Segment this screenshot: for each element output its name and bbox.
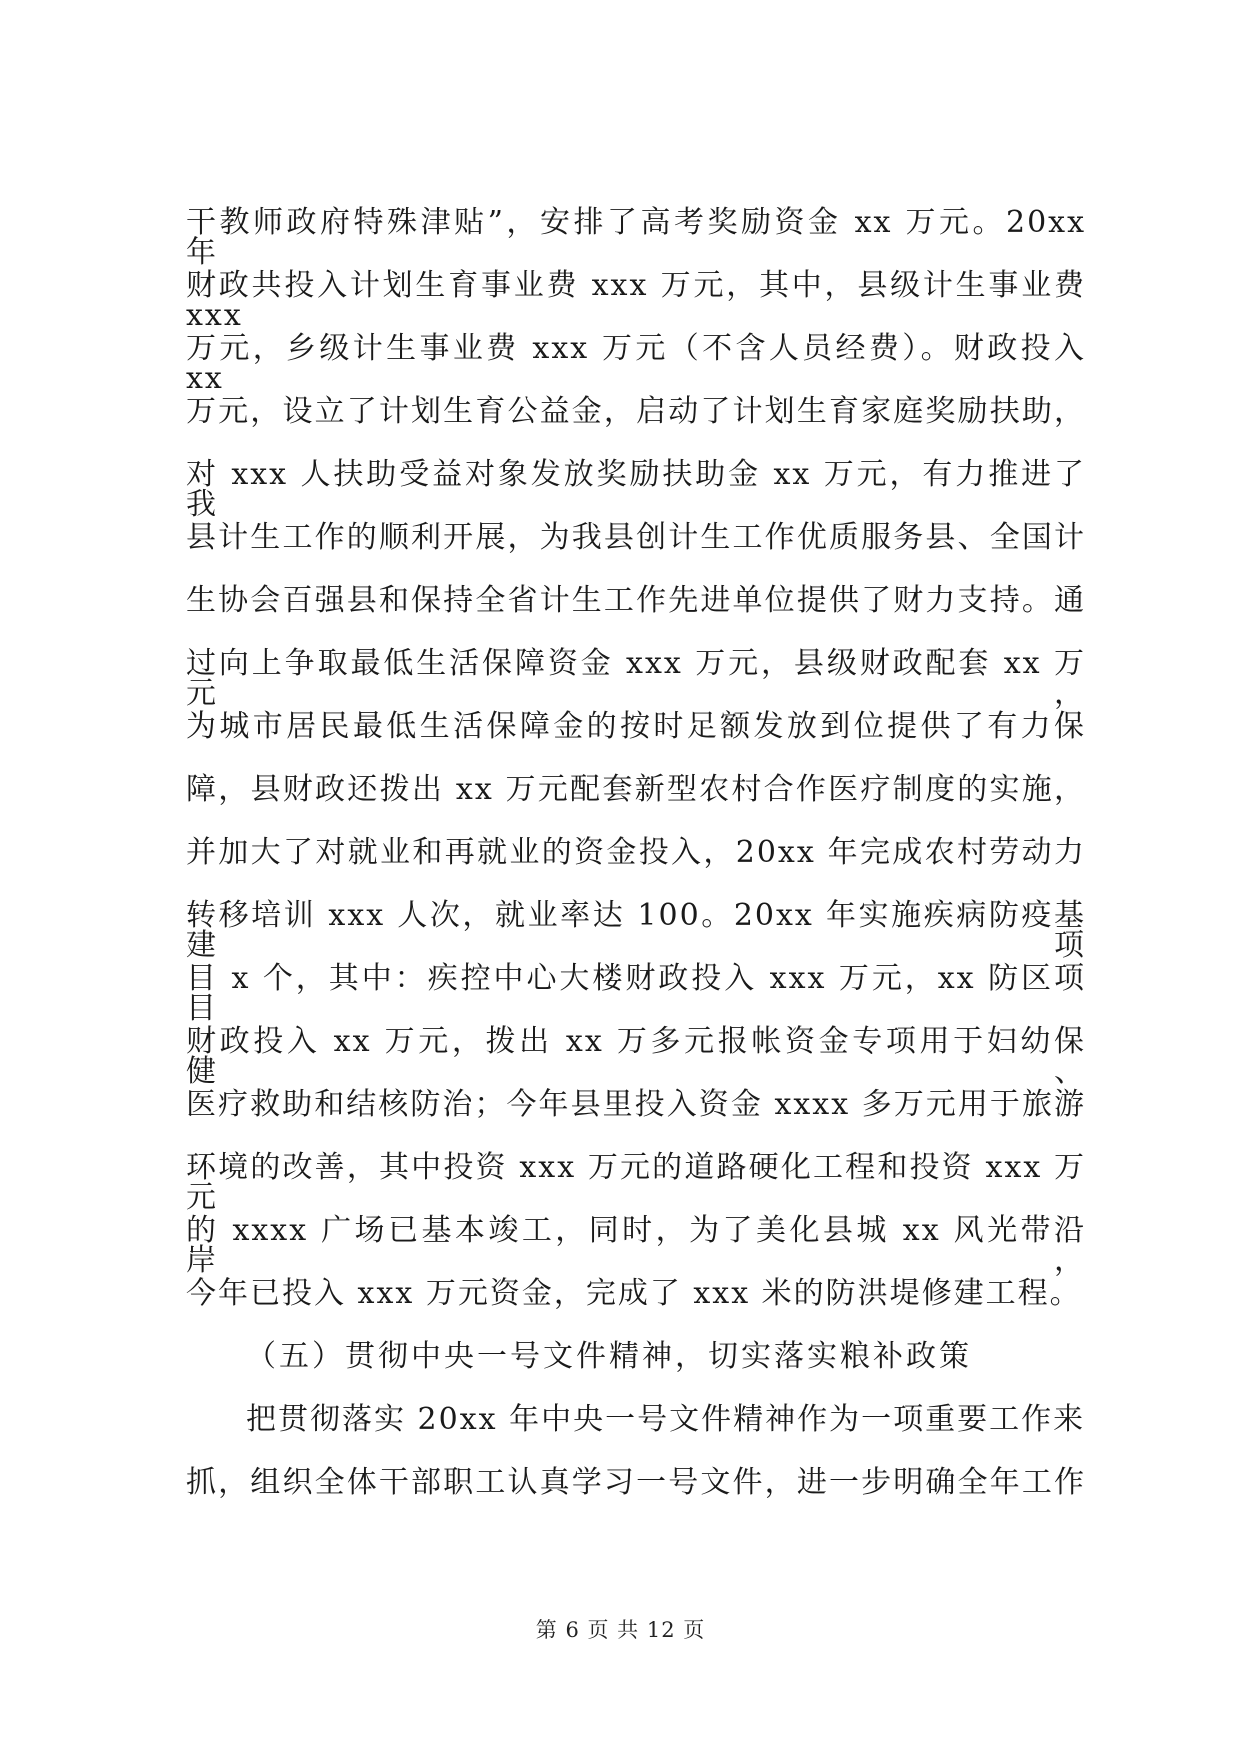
body-line: 财政共投入计划生育事业费 xxx 万元，其中，县级计生事业费 xxx xyxy=(186,268,1086,333)
body-line: 抓，组织全体干部职工认真学习一号文件，进一步明确全年工作 xyxy=(186,1465,1086,1500)
body-line: 环境的改善，其中投资 xxx 万元的道路硬化工程和投资 xxx 万元 xyxy=(186,1150,1086,1215)
body-line: 转移培训 xxx 人次，就业率达 100。20xx 年实施疾病防疫基建项 xyxy=(186,898,1086,963)
body-line: 为城市居民最低生活保障金的按时足额发放到位提供了有力保 xyxy=(186,709,1086,744)
body-line: 的 xxxx 广场已基本竣工，同时，为了美化县城 xx 风光带沿岸， xyxy=(186,1213,1086,1278)
body-line: 医疗救助和结核防治；今年县里投入资金 xxxx 多万元用于旅游 xyxy=(186,1087,1086,1122)
body-line: 财政投入 xx 万元，拨出 xx 万多元报帐资金专项用于妇幼保健、 xyxy=(186,1024,1086,1089)
body-line: 把贯彻落实 20xx 年中央一号文件精神作为一项重要工作来 xyxy=(246,1402,1086,1437)
document-body xyxy=(186,205,1086,1531)
body-line: 目 x 个，其中：疾控中心大楼财政投入 xxx 万元，xx 防区项目 xyxy=(186,961,1086,1026)
body-line: 万元，设立了计划生育公益金，启动了计划生育家庭奖励扶助， xyxy=(186,394,1086,429)
body-line: 对 xxx 人扶助受益对象发放奖励扶助金 xx 万元，有力推进了我 xyxy=(186,457,1086,522)
body-line: 县计生工作的顺利开展，为我县创计生工作优质服务县、全国计 xyxy=(186,520,1086,555)
body-line: 生协会百强县和保持全省计生工作先进单位提供了财力支持。通 xyxy=(186,583,1086,618)
body-line: 障，县财政还拨出 xx 万元配套新型农村合作医疗制度的实施， xyxy=(186,772,1086,807)
body-line: 今年已投入 xxx 万元资金，完成了 xxx 米的防洪堤修建工程。 xyxy=(186,1276,1082,1311)
body-line: 万元，乡级计生事业费 xxx 万元（不含人员经费）。财政投入 xx xyxy=(186,331,1086,396)
page-number-footer: 第 6 页 共 12 页 xyxy=(535,1618,706,1642)
body-line: 并加大了对就业和再就业的资金投入，20xx 年完成农村劳动力 xyxy=(186,835,1086,870)
section-heading: （五）贯彻中央一号文件精神，切实落实粮补政策 xyxy=(246,1339,972,1374)
body-line: 过向上争取最低生活保障资金 xxx 万元，县级财政配套 xx 万元， xyxy=(186,646,1086,711)
body-line: 干教师政府特殊津贴”，安排了高考奖励资金 xx 万元。20xx 年 xyxy=(186,205,1086,270)
